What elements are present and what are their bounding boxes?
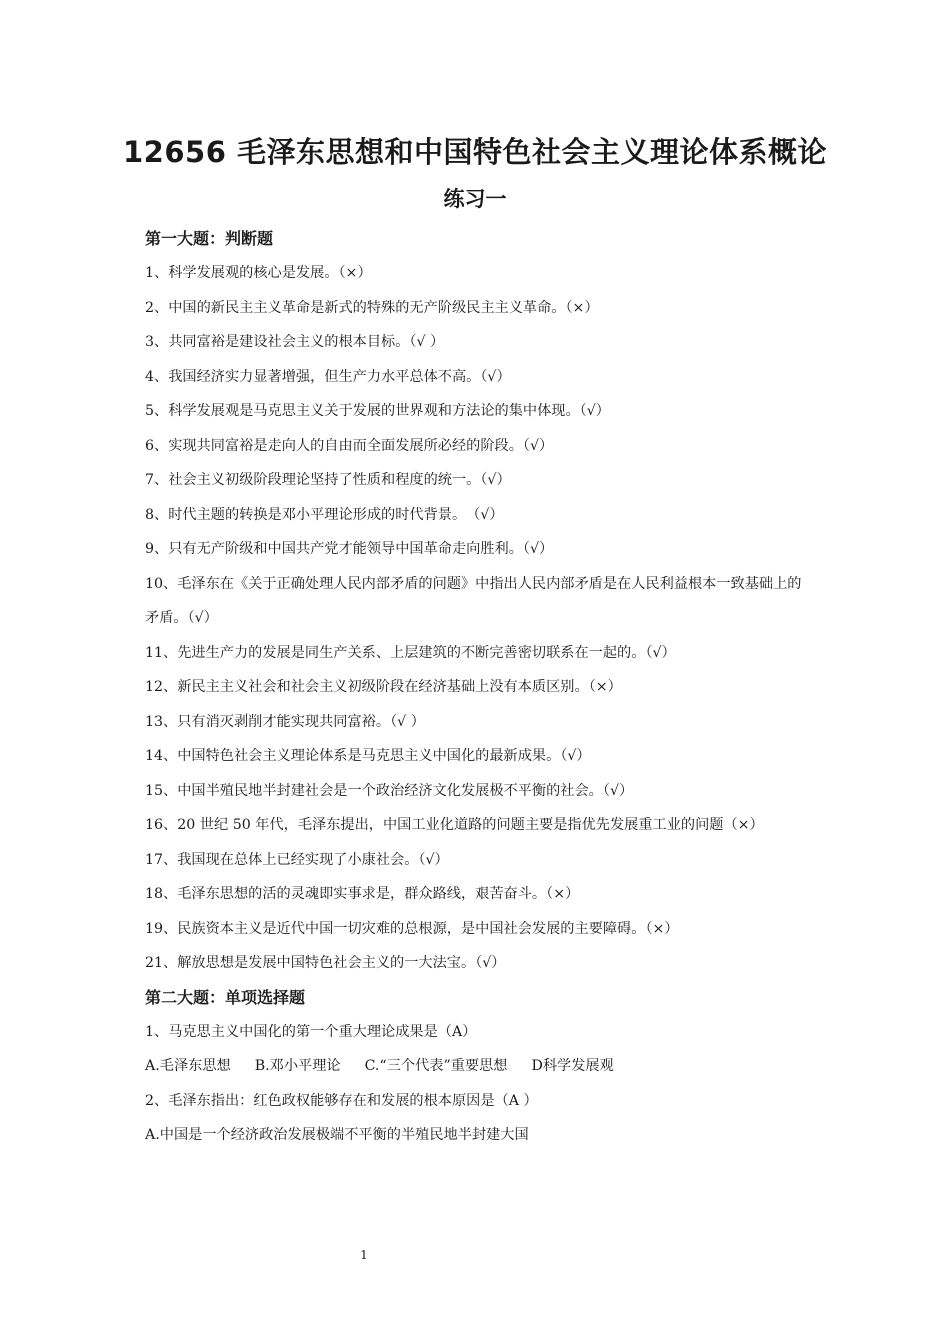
question-item: 21、解放思想是发展中国特色社会主义的一大法宝。（√） <box>145 955 506 971</box>
choice-options <box>145 1049 815 1084</box>
option-c: C.“三个代表”重要思想 <box>364 1058 508 1074</box>
question-item: 7、社会主义初级阶段理论坚持了性质和程度的统一。（√） <box>145 472 511 488</box>
option-b: B.邓小平理论 <box>254 1058 341 1074</box>
choice-question: 2、毛泽东指出：红色政权能够存在和发展的根本原因是（A ） <box>145 1092 538 1109</box>
page-number: 1 <box>360 1248 368 1262</box>
option-a: A.中国是一个经济政治发展极端不平衡的半殖民地半封建大国 <box>145 1127 529 1143</box>
question-item: 4、我国经济实力显著增强，但生产力水平总体不高。（√） <box>145 368 511 385</box>
question-item: 19、民族资本主义是近代中国一切灾难的总根源，是中国社会发展的主要障碍。（×） <box>145 920 679 937</box>
document-body <box>145 222 815 1153</box>
section-heading-true-false: 第一大题：判断题 <box>145 229 274 248</box>
question-item: 13、只有消灭剥削才能实现共同富裕。（√ ） <box>145 713 425 730</box>
section-heading-single-choice: 第二大题：单项选择题 <box>145 987 306 1007</box>
question-item: 2、中国的新民主主义革命是新式的特殊的无产阶级民主主义革命。（×） <box>145 299 599 316</box>
question-item: 1、科学发展观的核心是发展。（×） <box>145 265 372 281</box>
question-item: 8、时代主题的转换是邓小平理论形成的时代背景。 （√） <box>145 506 504 523</box>
document-title: 12656 毛泽东思想和中国特色社会主义理论体系概论 <box>123 135 827 169</box>
question-item: 10、毛泽东在《关于正确处理人民内部矛盾的问题》中指出人民内部矛盾是在人民利益根本一致基础上的矛盾。（√） <box>145 575 802 626</box>
question-item: 17、我国现在总体上已经实现了小康社会。（√） <box>145 851 449 868</box>
question-item: 3、共同富裕是建设社会主义的根本目标。（√ ） <box>145 334 445 350</box>
question-item: 5、科学发展观是马克思主义关于发展的世界观和方法论的集中体现。（√） <box>145 403 610 419</box>
question-item: 16、20 世纪 50 年代，毛泽东提出，中国工业化道路的问题主要是指优先发展重工业的问题（×） <box>145 817 764 833</box>
question-item: 6、实现共同富裕是走向人的自由而全面发展所必经的阶段。（√） <box>145 437 554 454</box>
question-item: 15、中国半殖民地半封建社会是一个政治经济文化发展极不平衡的社会。（√） <box>145 782 634 799</box>
document-subtitle: 练习一 <box>443 187 507 211</box>
choice-question: 1、马克思主义中国化的第一个重大理论成果是（A） <box>145 1023 477 1040</box>
question-item: 14、中国特色社会主义理论体系是马克思主义中国化的最新成果。（√） <box>145 748 591 764</box>
question-item: 18、毛泽东思想的活的灵魂即实事求是，群众路线，艰苦奋斗。（×） <box>145 886 580 902</box>
question-item: 9、只有无产阶级和中国共产党才能领导中国革命走向胜利。（√） <box>145 541 554 557</box>
option-d: D科学发展观 <box>531 1058 614 1074</box>
option-a: A.毛泽东思想 <box>145 1058 231 1074</box>
question-item: 12、新民主主义社会和社会主义初级阶段在经济基础上没有本质区别。（×） <box>145 679 622 695</box>
question-item: 11、先进生产力的发展是同生产关系、上层建筑的不断完善密切联系在一起的。（√） <box>145 644 676 661</box>
